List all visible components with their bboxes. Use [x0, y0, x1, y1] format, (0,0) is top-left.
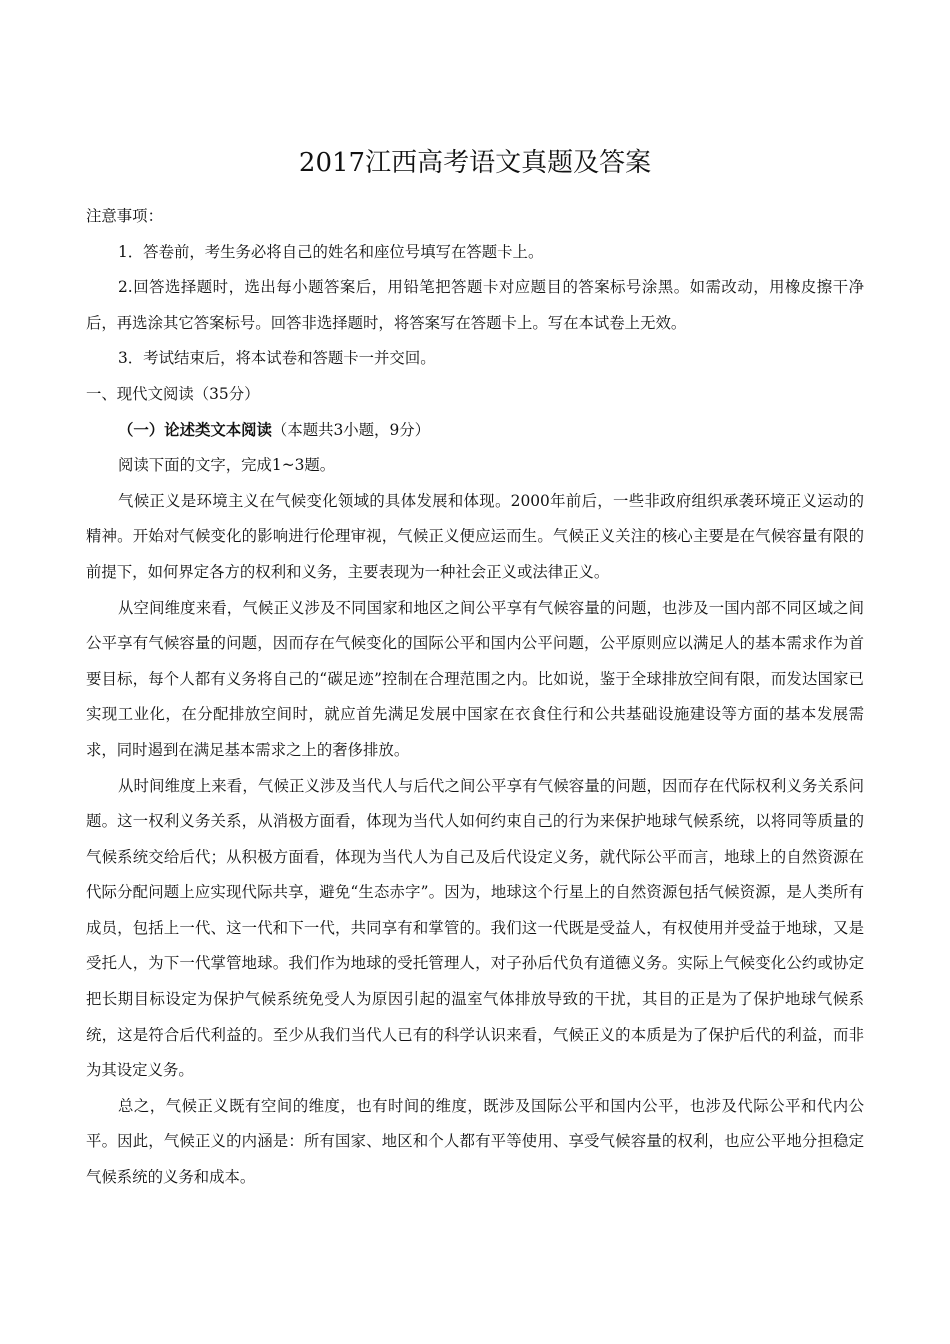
- subsection-label: （一）论述类文本阅读: [118, 420, 272, 439]
- paragraph-1: 气候正义是环境主义在气候变化领域的具体发展和体现。2000年前后，一些非政府组织承袭环境正义运动的精神。开始对气候变化的影响进行伦理审视，气候正义便应运而生。气候正义关注的核心主要是在气候容量有限的前提下，如何界定各方的权利和义务，主要表现为一种社会正义或法律正义。: [86, 491, 864, 581]
- paragraph-4: 总之，气候正义既有空间的维度，也有时间的维度，既涉及国际公平和国内公平，也涉及代际公平和代内公平。因此，气候正义的内涵是：所有国家、地区和个人都有平等使用、享受气候容量的权利，也应公平地分担稳定气候系统的义务和成本。: [86, 1096, 864, 1187]
- notice-item-2: 2.回答选择题时，选出每小题答案后，用铅笔把答题卡对应题目的答案标号涂黑。如需改动，用橡皮擦干净后，再选涂其它答案标号。回答非选择题时，将答案写在答题卡上。写在本试卷上无效。: [86, 278, 864, 332]
- subsection-heading: [86, 413, 864, 449]
- reading-instruction: 阅读下面的文字，完成1~3题。: [118, 456, 336, 475]
- notice-heading: 注意事项：: [86, 207, 163, 225]
- document-title: 2017江西高考语文真题及答案: [298, 148, 652, 178]
- paragraph-3: 从时间维度上来看，气候正义涉及当代人与后代之间公平享有气候容量的问题，因而存在代际权利义务关系问题。这一权利义务关系，从消极方面看，体现为当代人如何约束自己的行为来保护地球气候系统，以将同等质量的气候系统交给后代；从积极方面看，体现为当代人为自己及后代设定义务，就代际公平而言，地球上的自然资源在代际分配问题上应实现代际共享，避免“生态赤字”。因为，地球这个行星上的自然资源包括气候资源，是人类所有成员，包括上一代、这一代和下一代，共同享有和掌管的。我们这一代既是受益人，有权使用并受益于地球，又是受托人，为下一代掌管地球。我们作为地球的受托管理人，对子孙后代负有道德义务。实际上气候变化公约或协定把长期目标设定为保护气候系统免受人为原因引起的温室气体排放导致的干扰，其目的正是为了保护地球气候系统，这是符合后代利益的。至少从我们当代人已有的科学认识来看，气候正义的本质是为了保护后代的利益，而非为其设定义务。: [86, 776, 864, 1080]
- notice-item-1: 1．答卷前，考生务必将自己的姓名和座位号填写在答题卡上。: [118, 242, 544, 261]
- paragraph-2: 从空间维度来看，气候正义涉及不同国家和地区之间公平享有气候容量的问题，也涉及一国内部不同区域之间公平享有气候容量的问题，因而存在气候变化的国际公平和国内公平问题，公平原则应以满足人的基本需求作为首要目标，每个人都有义务将自己的“碳足迹”控制在合理范围之内。比如说，鉴于全球排放空间有限，而发达国家已实现工业化，在分配排放空间时，就应首先满足发展中国家在衣食住行和公共基础设施建设等方面的基本发展需求，同时遏到在满足基本需求之上的奢侈排放。: [86, 598, 864, 759]
- notice-item-3: 3．考试结束后，将本试卷和答题卡一并交回。: [118, 349, 436, 368]
- section-title: 一、现代文阅读（35分）: [86, 384, 260, 403]
- subsection-note: （本题共3小题，9分）: [271, 420, 431, 439]
